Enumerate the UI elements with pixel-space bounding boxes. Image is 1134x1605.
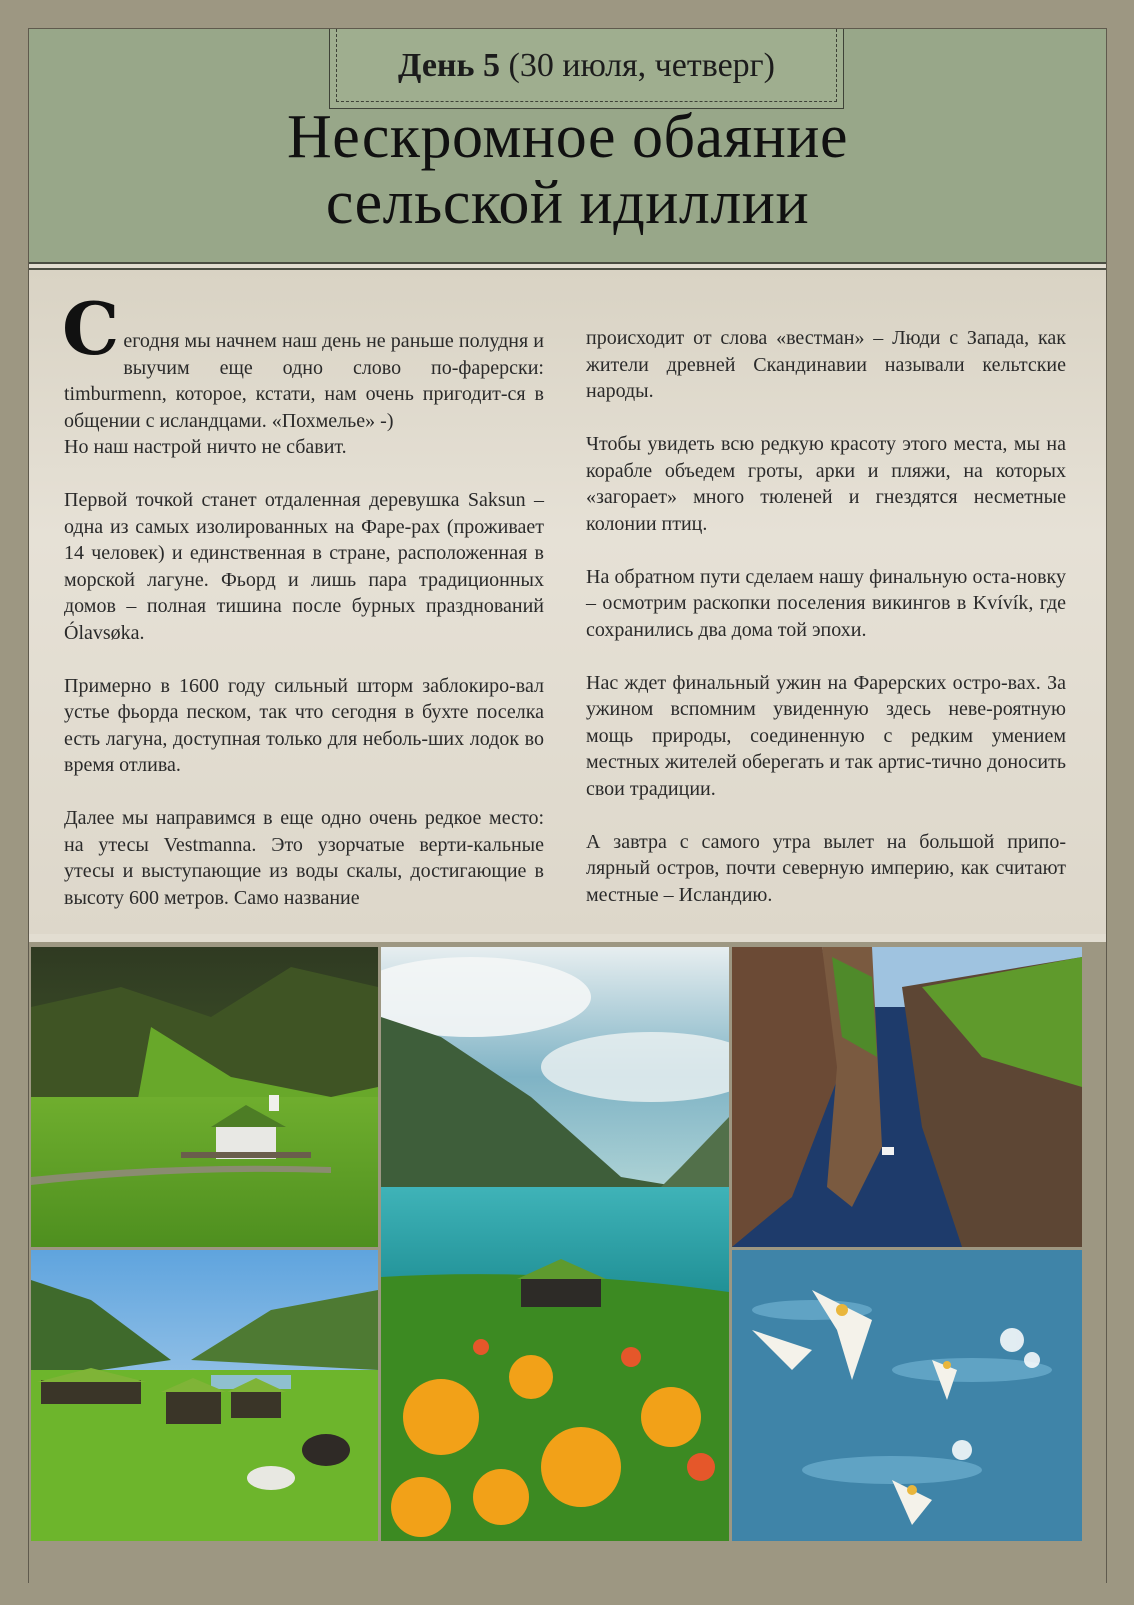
paragraph: Нас ждет финальный ужин на Фарерских остро-вах. За ужином вспомним увиденную здесь неве-роятную мощь природы, соединенную с редким умением местных жителей оберегать и так артис-тично доносить свои традиции. — [586, 671, 1066, 800]
page-title — [29, 104, 1106, 236]
paragraph: Чтобы увидеть всю редкую красоту этого места, мы на корабле объедем гроты, арки и пляжи, на которых «загорает» много тюленей и гнездятся несметные колонии птиц. — [586, 433, 1066, 535]
right-column — [586, 325, 1066, 908]
photo-saksun-church — [31, 947, 378, 1247]
paragraph — [62, 286, 544, 461]
paragraph: происходит от слова «вестман» – Люди с Запада, как жители древней Скандинавии называли кельтские народы. — [586, 327, 1066, 402]
photo-vestmanna-cliffs — [732, 947, 1082, 1247]
photo-turf-houses-sheep — [31, 1250, 378, 1541]
photo-grid — [29, 942, 1106, 1583]
paragraph-text: егодня мы начнем наш день не раньше полудня и выучим еще одно слово по-фарерски: timburmenn, которое, кстати, нам очень пригодит-ся в общении с исландцами. «Похмелье» -) — [64, 330, 544, 432]
day-label — [330, 47, 843, 85]
drop-cap: С — [62, 286, 120, 371]
paragraph: На обратном пути сделаем нашу финальную оста-новку – осмотрим раскопки поселения викингов в Kvívík, где сохранились два дома той эпохи. — [586, 565, 1066, 641]
paragraph: Далее мы направимся в еще одно очень редкое место: на утесы Vestmanna. Это узорчатые верти-кальные утесы и выступающие из воды скалы, достигающие в высоту 600 метров. Само название — [64, 807, 544, 909]
header-banner — [29, 29, 1106, 264]
title-line-2: сельской идиллии — [325, 169, 810, 237]
paragraph-text: Но наш настрой ничто не сбавит. — [64, 436, 347, 458]
paragraph: Примерно в 1600 году сильный шторм заблокиро-вал устье фьорда песком, так что сегодня в бухте поселка есть лагуна, доступная только для неболь-ших лодок во время отлива. — [64, 674, 544, 776]
paragraph: А завтра с самого утра вылет на большой припо-лярный остров, почти северную империю, как считают местные – Исландию. — [586, 830, 1066, 906]
title-line-1: Нескромное обаяние — [287, 103, 848, 171]
day-label-tab — [329, 29, 844, 109]
day-number: День 5 — [398, 47, 500, 84]
day-date: (30 июля, четверг) — [500, 47, 775, 84]
photo-saksun-lagoon — [381, 947, 729, 1541]
photo-gannets-sea — [732, 1250, 1082, 1541]
left-column — [62, 286, 544, 911]
paragraph: Первой точкой станет отдаленная деревушка Saksun – одна из самых изолированных на Фаре-рах (проживает 14 человек) и единственная в стране, расположенная в морской лагуне. Фьорд и лишь пара традиционных домов – полная тишина после бурных празднований Ólavsøka. — [64, 489, 544, 644]
